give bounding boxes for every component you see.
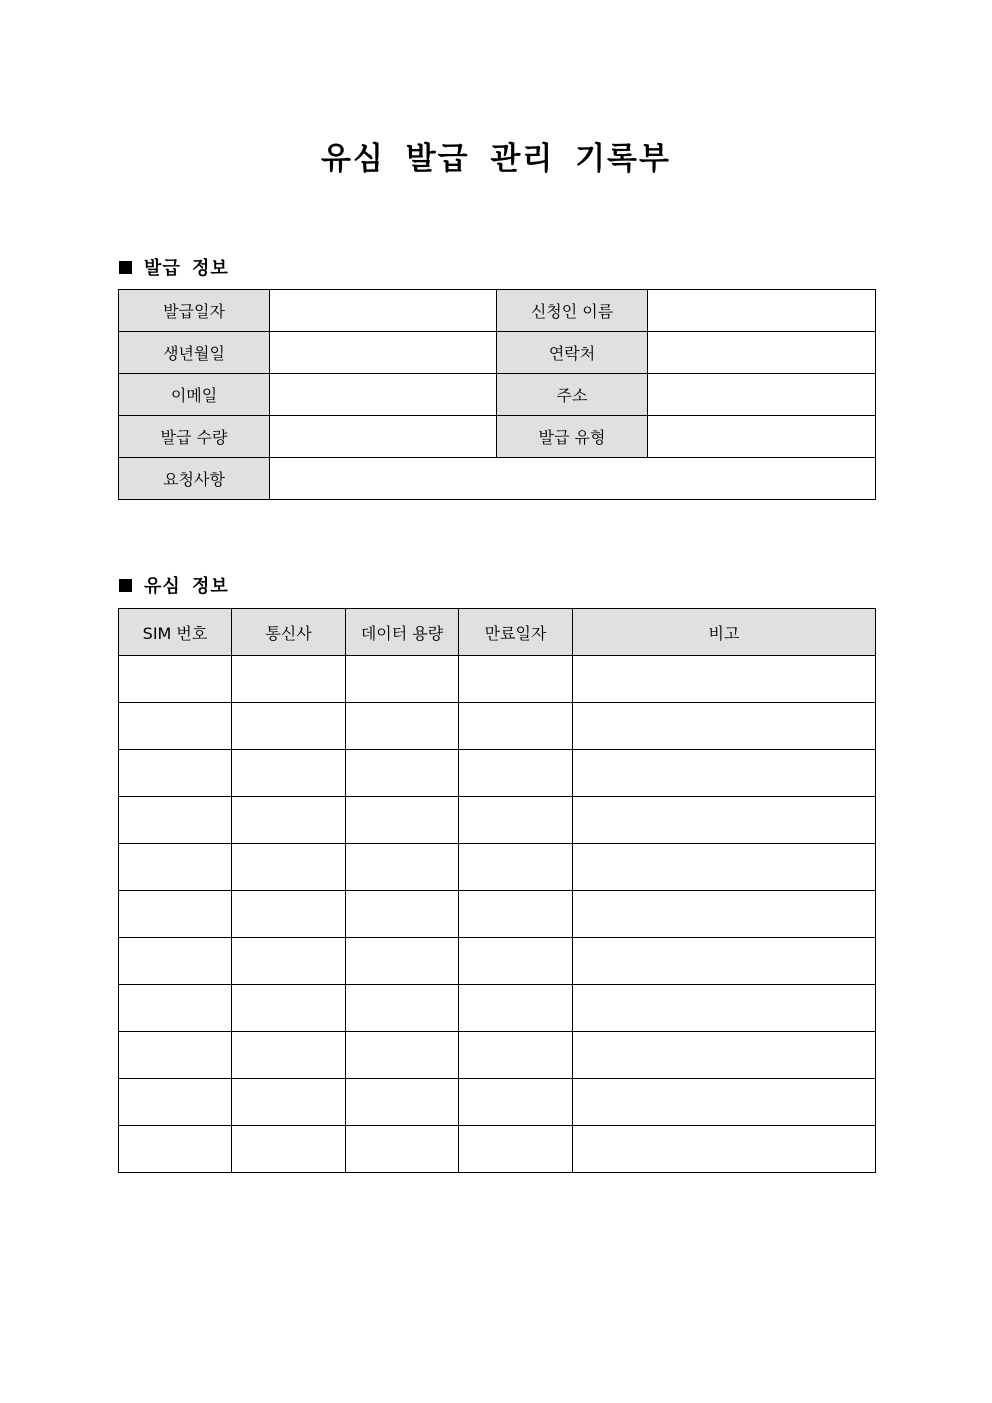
sim-number-cell[interactable] [119,1126,232,1173]
field-address[interactable] [648,374,876,416]
table-row [119,844,876,891]
remarks-cell[interactable] [573,844,876,891]
sim-info-table [118,608,876,1173]
carrier-cell[interactable] [232,891,346,938]
square-bullet-icon [119,261,132,274]
label-contact: 연락처 [497,332,648,374]
data-capacity-cell[interactable] [346,1079,459,1126]
table-row [119,797,876,844]
column-header-data-capacity: 데이터 용량 [346,609,459,656]
data-capacity-cell[interactable] [346,1032,459,1079]
section-heading-text: 발급 정보 [144,258,229,279]
page-title: 유심 발급 관리 기록부 [321,141,671,177]
sim-number-cell[interactable] [119,1032,232,1079]
remarks-cell[interactable] [573,1032,876,1079]
field-email[interactable] [270,374,497,416]
field-issue-type[interactable] [648,416,876,458]
section-heading-issue-info [119,254,229,280]
carrier-cell[interactable] [232,1032,346,1079]
label-requests: 요청사항 [119,458,270,500]
expiry-date-cell[interactable] [459,656,573,703]
column-header-carrier: 통신사 [232,609,346,656]
issue-info-table [118,289,876,500]
field-issue-date[interactable] [270,290,497,332]
sim-number-cell[interactable] [119,985,232,1032]
expiry-date-cell[interactable] [459,797,573,844]
remarks-cell[interactable] [573,656,876,703]
remarks-cell[interactable] [573,797,876,844]
table-row [119,985,876,1032]
remarks-cell[interactable] [573,1126,876,1173]
table-row [119,1126,876,1173]
sim-number-cell[interactable] [119,1079,232,1126]
expiry-date-cell[interactable] [459,985,573,1032]
data-capacity-cell[interactable] [346,985,459,1032]
field-contact[interactable] [648,332,876,374]
carrier-cell[interactable] [232,656,346,703]
label-issue-type: 발급 유형 [497,416,648,458]
label-birth-date: 생년월일 [119,332,270,374]
column-header-sim-number: SIM 번호 [119,609,232,656]
remarks-cell[interactable] [573,938,876,985]
label-issue-quantity: 발급 수량 [119,416,270,458]
field-birth-date[interactable] [270,332,497,374]
table-row [119,1079,876,1126]
square-bullet-icon [119,579,132,592]
table-row [119,750,876,797]
data-capacity-cell[interactable] [346,703,459,750]
data-capacity-cell[interactable] [346,1126,459,1173]
sim-number-cell[interactable] [119,703,232,750]
remarks-cell[interactable] [573,703,876,750]
expiry-date-cell[interactable] [459,1126,573,1173]
label-issue-date: 발급일자 [119,290,270,332]
carrier-cell[interactable] [232,797,346,844]
expiry-date-cell[interactable] [459,938,573,985]
carrier-cell[interactable] [232,750,346,797]
expiry-date-cell[interactable] [459,844,573,891]
section-heading-text: 유심 정보 [144,576,229,597]
label-email: 이메일 [119,374,270,416]
data-capacity-cell[interactable] [346,938,459,985]
data-capacity-cell[interactable] [346,656,459,703]
carrier-cell[interactable] [232,844,346,891]
sim-number-cell[interactable] [119,938,232,985]
expiry-date-cell[interactable] [459,750,573,797]
column-header-remarks: 비고 [573,609,876,656]
table-row [119,703,876,750]
remarks-cell[interactable] [573,1079,876,1126]
expiry-date-cell[interactable] [459,703,573,750]
label-address: 주소 [497,374,648,416]
label-applicant-name: 신청인 이름 [497,290,648,332]
data-capacity-cell[interactable] [346,891,459,938]
field-applicant-name[interactable] [648,290,876,332]
remarks-cell[interactable] [573,985,876,1032]
remarks-cell[interactable] [573,750,876,797]
remarks-cell[interactable] [573,891,876,938]
section-heading-sim-info [119,572,229,598]
carrier-cell[interactable] [232,1079,346,1126]
expiry-date-cell[interactable] [459,891,573,938]
sim-number-cell[interactable] [119,844,232,891]
sim-number-cell[interactable] [119,750,232,797]
sim-number-cell[interactable] [119,656,232,703]
data-capacity-cell[interactable] [346,844,459,891]
field-requests[interactable] [270,458,876,500]
field-issue-quantity[interactable] [270,416,497,458]
table-row [119,891,876,938]
sim-number-cell[interactable] [119,891,232,938]
column-header-expiry-date: 만료일자 [459,609,573,656]
table-row [119,656,876,703]
carrier-cell[interactable] [232,938,346,985]
carrier-cell[interactable] [232,1126,346,1173]
carrier-cell[interactable] [232,703,346,750]
sim-number-cell[interactable] [119,797,232,844]
carrier-cell[interactable] [232,985,346,1032]
data-capacity-cell[interactable] [346,797,459,844]
table-row [119,938,876,985]
table-header-row [119,609,876,656]
data-capacity-cell[interactable] [346,750,459,797]
expiry-date-cell[interactable] [459,1032,573,1079]
table-row [119,1032,876,1079]
expiry-date-cell[interactable] [459,1079,573,1126]
